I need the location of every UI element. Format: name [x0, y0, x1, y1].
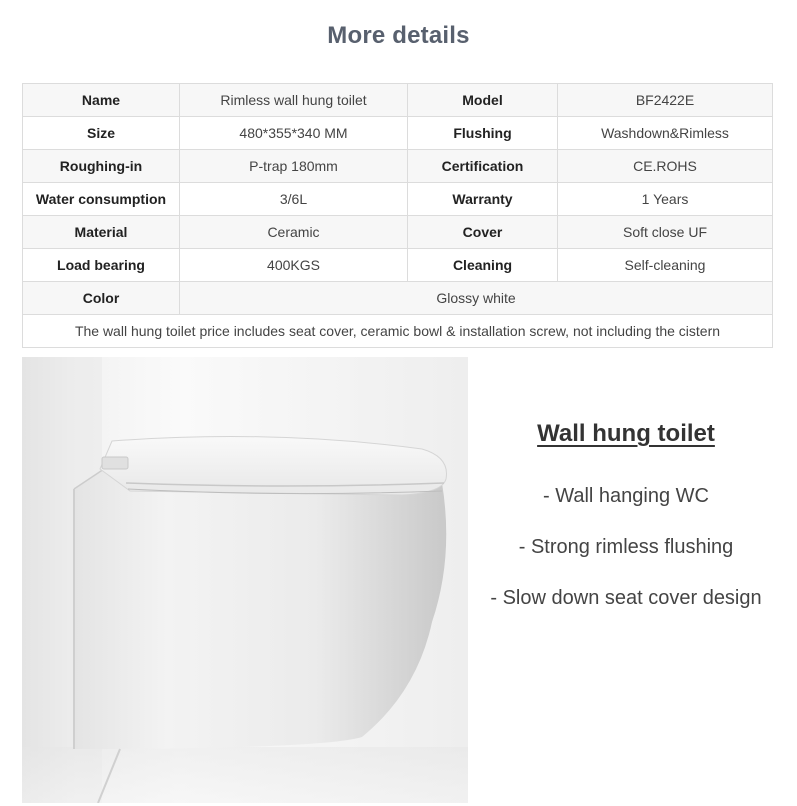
table-row [23, 84, 773, 117]
spec-key: Model [408, 84, 558, 117]
spec-value: 400KGS [180, 249, 408, 282]
spec-value: CE.ROHS [558, 150, 773, 183]
spec-key: Material [23, 216, 180, 249]
spec-value: Glossy white [180, 282, 773, 315]
spec-value: 480*355*340 MM [180, 117, 408, 150]
spec-value: Self-cleaning [558, 249, 773, 282]
price-note: The wall hung toilet price includes seat cover, ceramic bowl & installation screw, not including the cistern [23, 315, 773, 348]
wall-hung-toilet-image [22, 357, 468, 803]
spec-key: Water consumption [23, 183, 180, 216]
spec-value: P-trap 180mm [180, 150, 408, 183]
spec-key: Certification [408, 150, 558, 183]
spec-value: 3/6L [180, 183, 408, 216]
product-photo [22, 357, 468, 803]
spec-key: Flushing [408, 117, 558, 150]
spec-key: Warranty [408, 183, 558, 216]
spec-value: Washdown&Rimless [558, 117, 773, 150]
table-row [23, 282, 773, 315]
spec-key: Cover [408, 216, 558, 249]
spec-value: Rimless wall hung toilet [180, 84, 408, 117]
table-row [23, 216, 773, 249]
spec-value: Soft close UF [558, 216, 773, 249]
spec-value: BF2422E [558, 84, 773, 117]
spec-key: Color [23, 282, 180, 315]
feature-item: - Wall hanging WC [543, 485, 709, 507]
spec-key: Roughing-in [23, 150, 180, 183]
page-title: More details [327, 22, 470, 49]
feature-item: - Strong rimless flushing [518, 536, 734, 558]
spec-value: 1 Years [558, 183, 773, 216]
spec-key: Cleaning [408, 249, 558, 282]
table-row [23, 150, 773, 183]
features-panel [486, 420, 766, 637]
spec-key: Load bearing [23, 249, 180, 282]
spec-key: Size [23, 117, 180, 150]
table-row [23, 183, 773, 216]
features-title: Wall hung toilet [537, 420, 715, 447]
feature-item: - Slow down seat cover design [490, 587, 762, 609]
table-row [23, 117, 773, 150]
table-row [23, 249, 773, 282]
spec-key: Name [23, 84, 180, 117]
spec-value: Ceramic [180, 216, 408, 249]
table-row-note [23, 315, 773, 348]
specs-table [22, 83, 773, 348]
